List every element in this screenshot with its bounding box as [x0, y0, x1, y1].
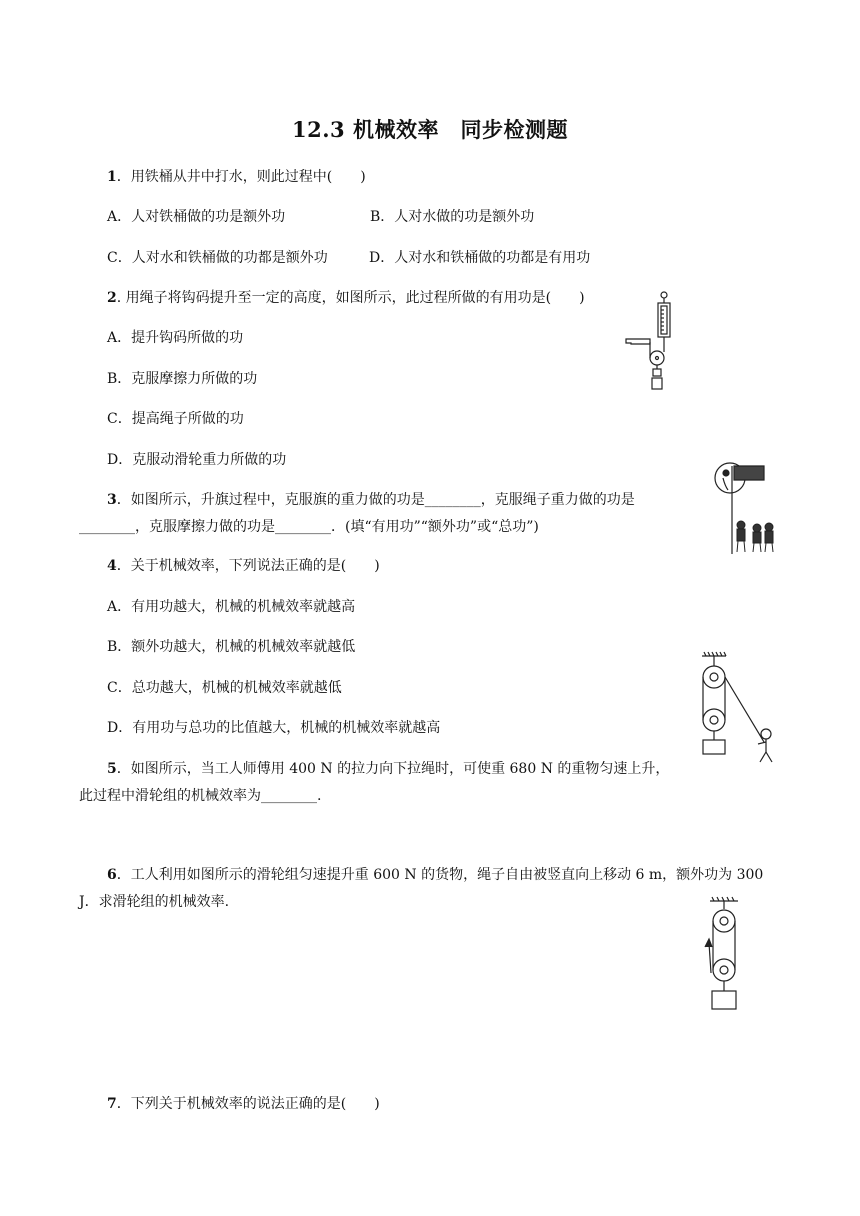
option-b: B．克服摩擦力所做的功: [107, 371, 258, 387]
question-1: [107, 168, 366, 186]
question-stem: ．下列关于机械效率的说法正确的是( ): [116, 1096, 380, 1112]
question-3: [107, 491, 635, 509]
option-d: D．克服动滑轮重力所做的功: [107, 452, 287, 468]
question-5: [107, 760, 669, 778]
flag-raising-figure: [710, 458, 782, 556]
question-stem: . 用绳子将钩码提升至一定的高度，如图所示，此过程所做的有用功是( ): [116, 290, 585, 306]
question-6: [107, 866, 763, 884]
question-7: [107, 1095, 380, 1113]
option-c: C．总功越大，机械的机械效率就越低: [107, 680, 342, 696]
page-title: 12.3 机械效率 同步检测题: [292, 117, 568, 142]
pulley-worker-figure: [692, 650, 782, 765]
question-4: [107, 557, 380, 575]
question-stem-continued: ________，克服摩擦力做的功是________．(填“有用功”“额外功”或“总功”): [79, 519, 539, 535]
question-number: 3: [107, 492, 117, 508]
option-b: B．额外功越大，机械的机械效率就越低: [107, 639, 356, 655]
option-a: A．提升钩码所做的功: [107, 330, 244, 346]
option-d: D．人对水和铁桶做的功都是有用功: [369, 250, 591, 266]
question-stem-continued: J．求滑轮组的机械效率.: [79, 894, 230, 910]
option-b: B．人对水做的功是额外功: [370, 209, 535, 225]
question-number: 5: [107, 761, 117, 777]
question-stem: ．用铁桶从井中打水，则此过程中( ): [116, 169, 366, 185]
pulley-block-figure: [700, 895, 750, 1013]
spring-scale-pulley-figure: [622, 290, 682, 395]
question-number: 6: [107, 867, 117, 883]
question-2: [107, 289, 585, 307]
question-stem: ．如图所示，升旗过程中，克服旗的重力做的功是________，克服绳子重力做的功是: [116, 492, 635, 508]
question-number: 2: [107, 290, 117, 306]
question-number: 1: [107, 169, 117, 185]
question-stem: ．如图所示，当工人师傅用 400 N 的拉力向下拉绳时，可使重 680 N 的重物匀速上升，: [116, 761, 670, 777]
question-stem: ．关于机械效率，下列说法正确的是( ): [116, 558, 380, 574]
question-stem: ．工人利用如图所示的滑轮组匀速提升重 600 N 的货物，绳子自由被竖直向上移动 6 m，额外功为 300: [116, 867, 764, 883]
option-d: D．有用功与总功的比值越大，机械的机械效率就越高: [107, 720, 441, 736]
option-c: C．人对水和铁桶做的功都是额外功: [107, 250, 328, 266]
option-a: A．人对铁桶做的功是额外功: [107, 209, 286, 225]
option-a: A．有用功越大，机械的机械效率就越高: [107, 599, 356, 615]
option-c: C．提高绳子所做的功: [107, 411, 244, 427]
question-number: 4: [107, 558, 117, 574]
question-number: 7: [107, 1096, 117, 1112]
question-stem-continued: 此过程中滑轮组的机械效率为________.: [79, 788, 322, 804]
